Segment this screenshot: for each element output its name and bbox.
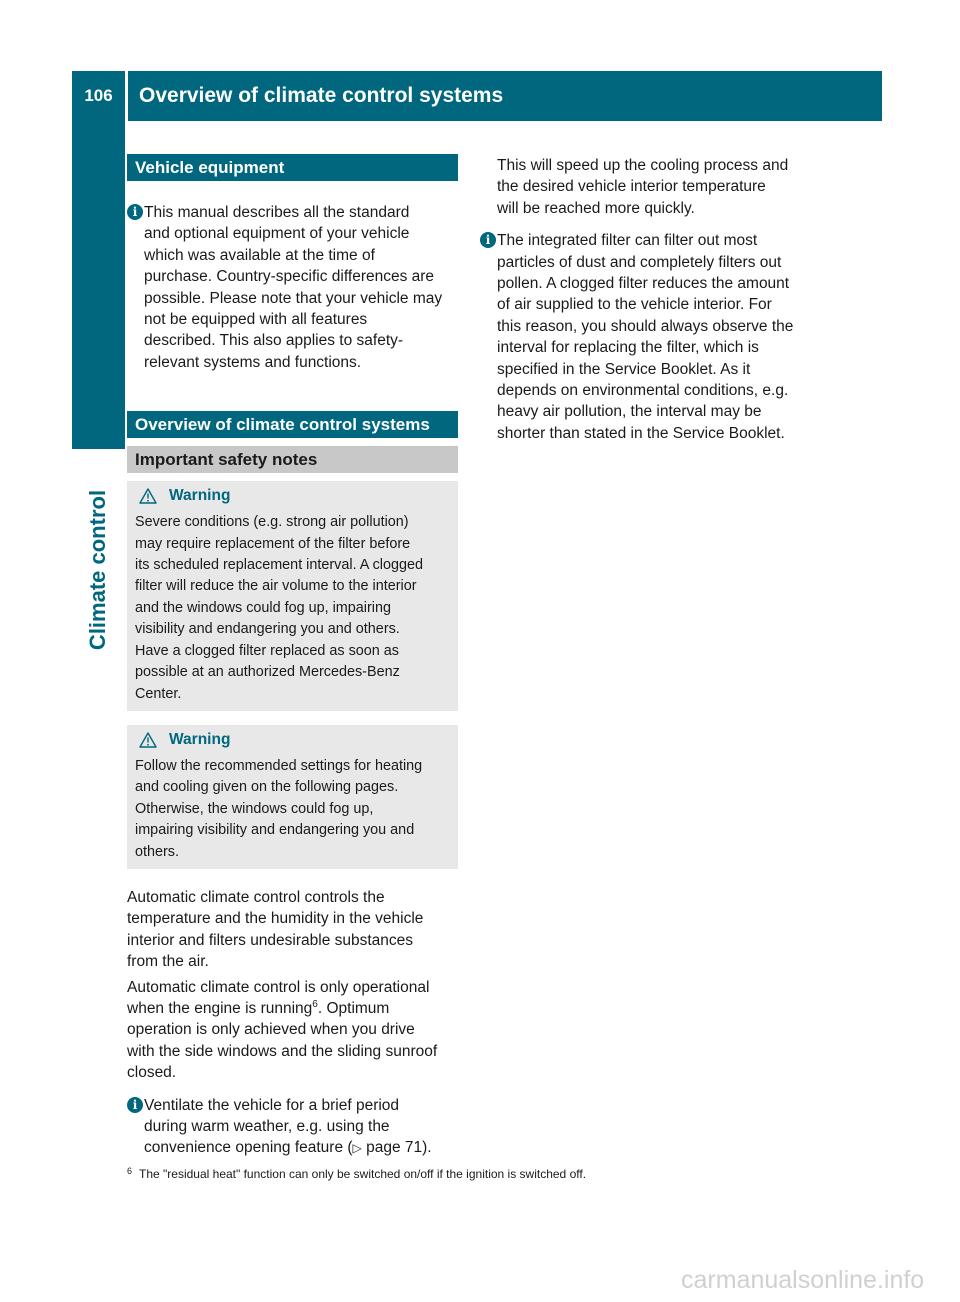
warning-title: Warning: [169, 487, 231, 505]
text-line: This manual describes all the standard: [144, 204, 410, 221]
warning-header: [135, 732, 450, 748]
text-line: with the side windows and the sliding sunroof: [127, 1042, 438, 1060]
warning-triangle-icon: [139, 732, 157, 748]
text-line: will be reached more quickly.: [497, 199, 695, 217]
watermark: carmanualsonline.info: [681, 1266, 925, 1294]
paragraph-operation: [127, 977, 458, 1084]
text-line: Automatic climate control is only operational: [127, 978, 430, 996]
section-heading-overview: Overview of climate control systems: [127, 411, 458, 438]
paragraph-climate-control: [127, 887, 458, 973]
warning-text: [135, 756, 450, 863]
text-line: interval for replacing the filter, which is: [497, 339, 759, 357]
text-line: heavy air pollution, the interval may be: [497, 403, 762, 421]
text-line: the desired vehicle interior temperature: [497, 178, 766, 196]
footnote-ref[interactable]: 6: [312, 998, 318, 1010]
text-line: possible. Please note that your vehicle may: [144, 289, 443, 307]
text-line: The integrated filter can filter out most: [497, 232, 758, 250]
text-line: temperature and the humidity in the vehicle: [127, 910, 424, 928]
text-line: particles of dust and completely filters out: [497, 253, 782, 271]
text-line: and the windows could fog up, impairing: [135, 599, 391, 616]
text-fragment: . Optimum: [317, 999, 390, 1017]
text-line: possible at an authorized Mercedes-Benz: [135, 664, 400, 681]
text-line: this reason, you should always observe the: [497, 317, 794, 335]
text-line: operation is only achieved when you drive: [127, 1021, 415, 1039]
text-line: closed.: [127, 1064, 177, 1082]
header-divider: [125, 71, 128, 121]
info-note-filter: [480, 230, 813, 444]
text-line: purchase. Country-specific differences are: [144, 268, 435, 286]
footnote-text: The "residual heat" function can only be switched on/off if the ignition is switched off.: [139, 1167, 587, 1181]
text-line: and optional equipment of your vehicle: [144, 225, 410, 243]
text-line: and cooling given on the following pages.: [135, 779, 399, 796]
warning-text: [135, 512, 450, 705]
warning-title: Warning: [169, 730, 231, 748]
text-line: Follow the recommended settings for heating: [135, 757, 423, 774]
side-tab-label: Climate control: [85, 489, 111, 651]
text-line: not be equipped with all features: [144, 311, 368, 329]
warning-box-settings: [127, 725, 458, 869]
text-line: specified in the Service Booklet. As it: [497, 360, 751, 378]
text-line: during warm weather, e.g. using the: [144, 1118, 390, 1135]
text-line: Automatic climate control controls the: [127, 888, 385, 906]
text-fragment: convenience opening feature (: [144, 1139, 353, 1157]
text-line: described. This also applies to safety-: [144, 332, 404, 350]
subheading-safety-notes: Important safety notes: [127, 446, 458, 473]
page-reference-link[interactable]: page 71).: [361, 1139, 432, 1157]
side-tab-block: [72, 121, 125, 449]
text-line: others.: [135, 843, 179, 860]
text-line: Ventilate the vehicle for a brief period: [144, 1096, 400, 1114]
warning-box-filter: [127, 481, 458, 711]
paragraph-cooling: [480, 155, 813, 219]
info-note-vehicle-equipment: [127, 202, 458, 373]
text-line: [127, 998, 458, 1019]
text-line: Otherwise, the windows could fog up,: [135, 800, 374, 817]
info-icon: i: [127, 204, 143, 220]
text-line: depends on environmental conditions, e.g.: [497, 382, 789, 400]
right-column: [480, 154, 813, 444]
text-line: interior and filters undesirable substances: [127, 931, 414, 949]
text-line: which was available at the time of: [144, 246, 375, 264]
text-line: Severe conditions (e.g. strong air pollution): [135, 514, 409, 531]
text-line: visibility and endangering you and others.: [135, 621, 400, 638]
page-title: Overview of climate control systems: [139, 84, 504, 107]
text-line: its scheduled replacement interval. A clogged: [135, 557, 423, 574]
side-tab: [72, 485, 125, 655]
page-number: 106: [84, 86, 113, 105]
text-line: impairing visibility and endangering you and: [135, 822, 415, 839]
text-line: filter will reduce the air volume to the interior: [135, 578, 417, 595]
text-fragment: when the engine is running: [127, 999, 313, 1017]
text-line: shorter than stated in the Service Booklet.: [497, 424, 785, 442]
text-line: Center.: [135, 685, 182, 702]
text-line: This will speed up the cooling process and: [497, 157, 789, 174]
text-line: [144, 1137, 458, 1159]
text-line: Have a clogged filter replaced as soon as: [135, 642, 399, 659]
warning-triangle-icon: [139, 488, 157, 504]
section-heading-vehicle-equipment: Vehicle equipment: [127, 154, 458, 181]
warning-header: [135, 488, 450, 504]
text-line: may require replacement of the filter before: [135, 535, 411, 552]
footnote: [127, 1166, 586, 1182]
text-line: of air supplied to the vehicle interior. For: [497, 296, 772, 314]
text-line: relevant systems and functions.: [144, 353, 362, 371]
info-icon: i: [480, 232, 496, 248]
text-line: from the air.: [127, 953, 209, 971]
page-ref-arrow-icon: ▷: [352, 1141, 362, 1156]
left-column: [127, 154, 458, 1160]
info-note-ventilate: [127, 1095, 458, 1160]
info-icon: i: [127, 1097, 143, 1113]
footnote-marker: 6: [127, 1166, 133, 1176]
text-line: pollen. A clogged filter reduces the amount: [497, 275, 790, 293]
